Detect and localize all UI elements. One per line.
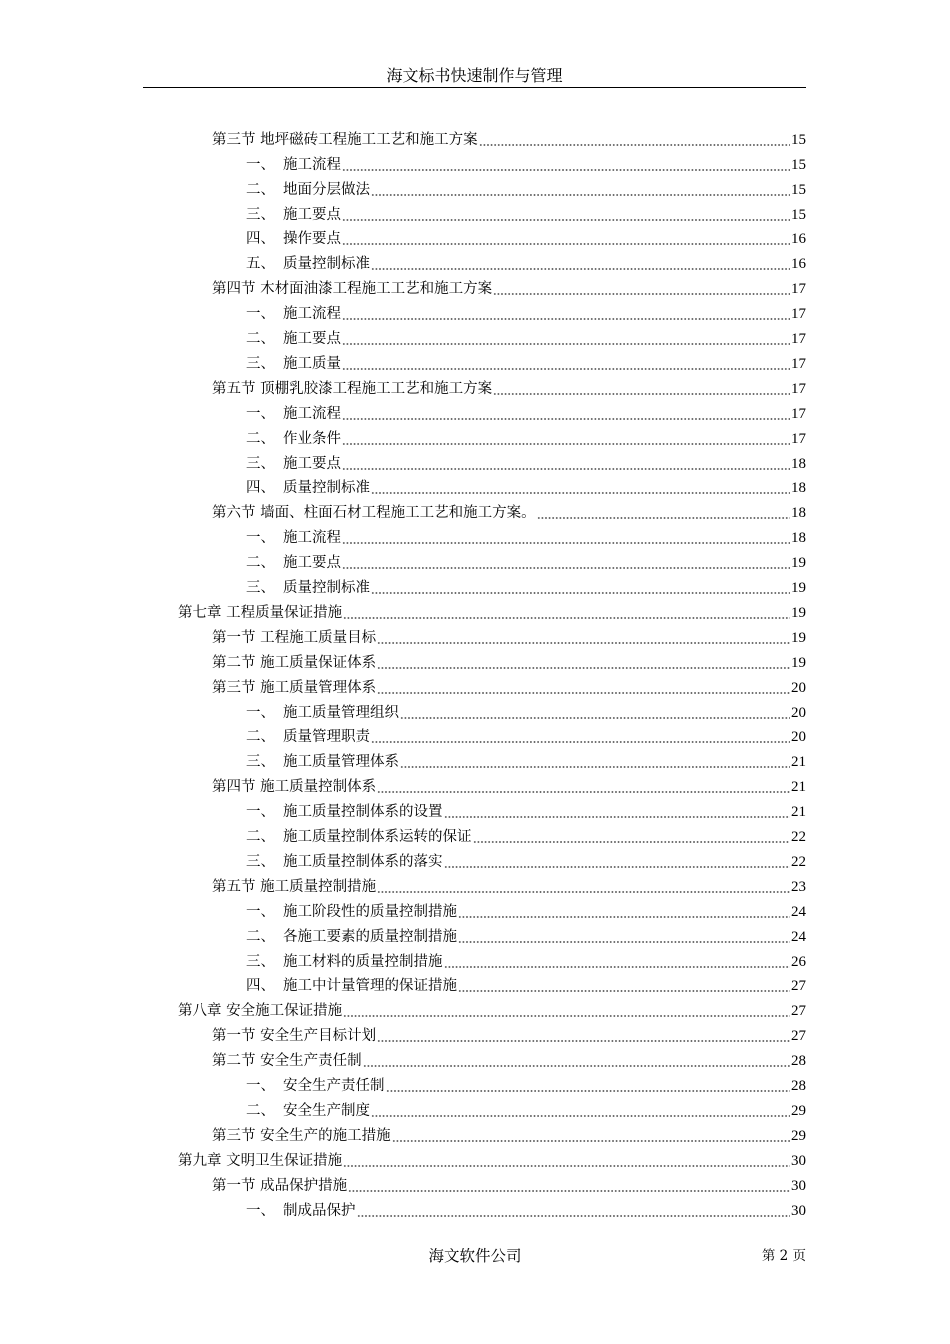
toc-entry-page: 27	[791, 1028, 806, 1045]
toc-entry-text: 施工要点	[283, 555, 341, 572]
toc-entry-page: 18	[791, 455, 806, 472]
toc-entry[interactable]	[246, 747, 806, 772]
toc-entry[interactable]	[246, 946, 806, 971]
toc-entry[interactable]	[246, 821, 806, 846]
footer-company: 海文软件公司	[428, 1247, 522, 1265]
toc-entry-label	[212, 380, 492, 398]
toc-dot-leader	[444, 866, 791, 868]
toc-entry-number: 二、	[246, 555, 275, 572]
toc-entry[interactable]	[246, 174, 806, 199]
toc-entry-label	[178, 604, 342, 622]
toc-dot-leader	[342, 219, 790, 221]
toc-entry-page: 29	[791, 1102, 806, 1119]
toc-entry-label	[246, 181, 370, 199]
toc-entry-number: 二、	[246, 1102, 275, 1119]
toc-dot-leader	[458, 941, 790, 943]
toc-entry-page: 18	[791, 505, 806, 522]
toc-entry[interactable]	[212, 373, 806, 398]
toc-entry-label	[212, 878, 376, 896]
toc-dot-leader	[342, 468, 790, 470]
toc-entry-label	[246, 1077, 385, 1095]
toc-entry-text: 作业条件	[283, 430, 341, 447]
toc-entry-text: 第五节 施工质量控制措施	[212, 878, 377, 895]
toc-entry-number: 二、	[246, 430, 275, 447]
toc-entry-label	[212, 280, 492, 298]
toc-entry-label	[212, 504, 536, 522]
toc-entry-page: 16	[791, 231, 806, 248]
toc-entry-number: 一、	[246, 405, 275, 422]
toc-entry-label	[246, 230, 341, 248]
toc-entry-label	[246, 355, 341, 373]
toc-entry-label	[246, 1202, 356, 1220]
toc-entry-label	[178, 1152, 342, 1170]
toc-entry-label	[246, 305, 341, 323]
toc-entry-text: 安全生产制度	[283, 1102, 370, 1119]
toc-entry-page: 19	[791, 654, 806, 671]
toc-entry-number: 三、	[246, 455, 275, 472]
toc-entry-label	[212, 778, 376, 796]
toc-dot-leader	[377, 692, 790, 694]
toc-entry-text: 第七章 工程质量保证措施	[178, 604, 343, 621]
toc-entry-number: 一、	[246, 903, 275, 920]
toc-entry[interactable]	[246, 199, 806, 224]
toc-entry-text: 第一节 工程施工质量目标	[212, 629, 377, 646]
toc-entry-text: 施工流程	[283, 530, 341, 547]
toc-entry-page: 28	[791, 1078, 806, 1095]
toc-dot-leader	[342, 343, 790, 345]
toc-entry-label	[246, 479, 370, 497]
toc-entry[interactable]	[246, 1195, 806, 1220]
toc-entry-text: 施工要点	[283, 331, 341, 348]
toc-entry-page: 15	[791, 156, 806, 173]
toc-entry-text: 第八章 安全施工保证措施	[178, 1003, 343, 1020]
toc-entry-text: 第三节 安全生产的施工措施	[212, 1127, 391, 1144]
toc-entry-number: 四、	[246, 480, 275, 497]
toc-dot-leader	[342, 169, 790, 171]
toc-entry-text: 第四节 施工质量控制体系	[212, 779, 377, 796]
toc-entry-label	[246, 430, 341, 448]
toc-entry-label	[212, 1177, 347, 1195]
toc-dot-leader	[392, 1140, 790, 1142]
toc-dot-leader	[363, 1065, 790, 1067]
toc-entry-text: 制成品保护	[283, 1202, 356, 1219]
page-header-title: 海文标书快速制作与管理	[386, 66, 563, 85]
toc-entry-text: 第二节 安全生产责任制	[212, 1053, 362, 1070]
toc-entry-label	[212, 1127, 391, 1145]
toc-entry-page: 17	[791, 355, 806, 372]
toc-entry-label	[246, 405, 341, 423]
toc-entry-number: 三、	[246, 206, 275, 223]
toc-entry-label	[246, 579, 370, 597]
toc-entry-page: 17	[791, 405, 806, 422]
toc-dot-leader	[342, 418, 790, 420]
toc-entry-page: 21	[791, 779, 806, 796]
toc-entry-number: 三、	[246, 953, 275, 970]
toc-dot-leader	[357, 1215, 791, 1217]
toc-entry-number: 二、	[246, 729, 275, 746]
toc-entry-number: 三、	[246, 754, 275, 771]
toc-entry-label	[246, 753, 399, 771]
toc-entry-number: 四、	[246, 231, 275, 248]
toc-dot-leader	[444, 966, 791, 968]
toc-entry-page: 15	[791, 181, 806, 198]
toc-entry-text: 施工流程	[283, 156, 341, 173]
toc-entry[interactable]	[178, 1145, 806, 1170]
toc-entry-text: 施工质量控制体系的设置	[283, 804, 443, 821]
toc-entry-label	[246, 928, 457, 946]
toc-entry-label	[246, 455, 341, 473]
toc-dot-leader	[400, 766, 790, 768]
toc-entry-number: 二、	[246, 829, 275, 846]
toc-entry-label	[246, 828, 472, 846]
toc-entry-page: 19	[791, 555, 806, 572]
toc-entry-label	[246, 803, 443, 821]
toc-entry[interactable]	[178, 597, 806, 622]
toc-entry-label	[246, 704, 399, 722]
toc-entry-text: 施工质量	[283, 355, 341, 372]
toc-entry[interactable]	[212, 1045, 806, 1070]
toc-entry[interactable]	[212, 273, 806, 298]
toc-dot-leader	[377, 891, 790, 893]
toc-entry[interactable]	[212, 1170, 806, 1195]
toc-entry[interactable]	[212, 647, 806, 672]
toc-entry-text: 第四节 木材面油漆工程施工工艺和施工方案	[212, 281, 493, 298]
toc-entry-page: 18	[791, 530, 806, 547]
toc-dot-leader	[473, 841, 791, 843]
toc-entry-text: 施工材料的质量控制措施	[283, 953, 443, 970]
toc-entry-label	[246, 728, 370, 746]
toc-entry[interactable]	[246, 796, 806, 821]
toc-entry[interactable]	[246, 473, 806, 498]
toc-entry-text: 施工质量管理体系	[283, 754, 399, 771]
toc-entry-text: 施工质量控制体系运转的保证	[283, 829, 472, 846]
toc-entry[interactable]	[212, 1020, 806, 1045]
toc-dot-leader	[377, 642, 790, 644]
toc-dot-leader	[537, 517, 790, 519]
toc-dot-leader	[371, 492, 790, 494]
toc-entry-page: 17	[791, 306, 806, 323]
toc-entry-label	[246, 529, 341, 547]
toc-entry-page: 16	[791, 256, 806, 273]
toc-dot-leader	[343, 1165, 790, 1167]
toc-entry-page: 20	[791, 679, 806, 696]
toc-entry-text: 第三节 施工质量管理体系	[212, 679, 377, 696]
toc-dot-leader	[400, 717, 790, 719]
toc-entry-text: 施工要点	[283, 206, 341, 223]
toc-entry-page: 19	[791, 629, 806, 646]
toc-entry-label	[246, 255, 370, 273]
toc-entry-text: 质量控制标准	[283, 480, 370, 497]
footer-page-number: 第 2 页	[761, 1248, 806, 1264]
toc-dot-leader	[342, 567, 790, 569]
toc-entry[interactable]	[212, 622, 806, 647]
toc-entry-text: 地面分层做法	[283, 181, 370, 198]
toc-entry[interactable]	[246, 149, 806, 174]
toc-entry[interactable]	[212, 498, 806, 523]
toc-dot-leader	[342, 318, 790, 320]
toc-entry-page: 17	[791, 430, 806, 447]
toc-entry[interactable]	[246, 572, 806, 597]
toc-dot-leader	[371, 194, 790, 196]
toc-dot-leader	[493, 393, 790, 395]
toc-entry-number: 二、	[246, 331, 275, 348]
toc-dot-leader	[371, 741, 790, 743]
toc-dot-leader	[493, 293, 790, 295]
toc-dot-leader	[377, 667, 790, 669]
toc-entry[interactable]	[246, 1095, 806, 1120]
toc-entry[interactable]	[246, 423, 806, 448]
toc-entry[interactable]	[246, 921, 806, 946]
toc-entry[interactable]	[246, 1070, 806, 1095]
toc-entry-label	[178, 1002, 342, 1020]
toc-entry-text: 质量控制标准	[283, 580, 370, 597]
toc-entry-page: 21	[791, 754, 806, 771]
toc-entry[interactable]	[246, 846, 806, 871]
toc-entry-text: 第二节 施工质量保证体系	[212, 654, 377, 671]
toc-entry-label	[246, 554, 341, 572]
toc-entry-page: 30	[791, 1177, 806, 1194]
toc-entry-text: 质量管理职责	[283, 729, 370, 746]
toc-entry[interactable]	[212, 124, 806, 149]
toc-entry-label	[212, 1052, 362, 1070]
toc-entry[interactable]	[246, 722, 806, 747]
toc-entry-page: 30	[791, 1152, 806, 1169]
toc-entry-number: 三、	[246, 853, 275, 870]
toc-entry-page: 17	[791, 281, 806, 298]
toc-entry-page: 15	[791, 206, 806, 223]
toc-entry-label	[246, 853, 443, 871]
toc-entry[interactable]	[246, 896, 806, 921]
toc-entry-page: 22	[791, 829, 806, 846]
toc-entry-label	[246, 977, 457, 995]
toc-entry-page: 15	[791, 131, 806, 148]
toc-entry-page: 30	[791, 1202, 806, 1219]
toc-entry[interactable]	[246, 249, 806, 274]
toc-entry-page: 22	[791, 853, 806, 870]
toc-entry[interactable]	[246, 348, 806, 373]
toc-entry-text: 各施工要素的质量控制措施	[283, 928, 457, 945]
toc-entry-page: 19	[791, 580, 806, 597]
toc-entry-page: 26	[791, 953, 806, 970]
toc-entry-number: 五、	[246, 256, 275, 273]
toc-dot-leader	[343, 1015, 790, 1017]
toc-entry-text: 施工质量控制体系的落实	[283, 853, 443, 870]
toc-entry[interactable]	[246, 697, 806, 722]
toc-entry-number: 二、	[246, 181, 275, 198]
toc-entry-text: 施工流程	[283, 306, 341, 323]
toc-dot-leader	[342, 542, 790, 544]
toc-entry-label	[212, 629, 376, 647]
toc-entry-number: 一、	[246, 156, 275, 173]
header-divider	[143, 87, 806, 88]
toc-entry-number: 一、	[246, 704, 275, 721]
toc-entry-page: 28	[791, 1053, 806, 1070]
toc-entry-text: 施工中计量管理的保证措施	[283, 978, 457, 995]
toc-entry-number: 三、	[246, 355, 275, 372]
toc-entry-number: 三、	[246, 580, 275, 597]
toc-dot-leader	[444, 816, 791, 818]
toc-entry-text: 第六节 墙面、柱面石材工程施工工艺和施工方案。	[212, 505, 536, 522]
toc-dot-leader	[479, 144, 790, 146]
toc-entry-number: 二、	[246, 928, 275, 945]
toc-dot-leader	[371, 592, 790, 594]
toc-dot-leader	[386, 1090, 791, 1092]
toc-dot-leader	[377, 1040, 790, 1042]
toc-entry-page: 20	[791, 729, 806, 746]
toc-entry-text: 第三节 地坪磁砖工程施工工艺和施工方案	[212, 131, 478, 148]
toc-entry[interactable]	[246, 298, 806, 323]
toc-entry[interactable]	[212, 771, 806, 796]
toc-entry-number: 一、	[246, 1202, 275, 1219]
toc-entry-text: 第一节 安全生产目标计划	[212, 1028, 377, 1045]
toc-entry-text: 第九章 文明卫生保证措施	[178, 1152, 343, 1169]
toc-entry-label	[212, 679, 376, 697]
toc-entry-text: 操作要点	[283, 231, 341, 248]
toc-entry-label	[246, 1102, 370, 1120]
toc-entry[interactable]	[212, 672, 806, 697]
toc-entry-label	[246, 953, 443, 971]
toc-dot-leader	[371, 268, 790, 270]
toc-entry[interactable]	[212, 1120, 806, 1145]
toc-entry-number: 一、	[246, 1078, 275, 1095]
toc-entry-page: 24	[791, 928, 806, 945]
toc-entry-page: 23	[791, 878, 806, 895]
toc-entry-page: 21	[791, 804, 806, 821]
toc-entry-text: 施工要点	[283, 455, 341, 472]
toc-entry[interactable]	[246, 522, 806, 547]
toc-entry-label	[246, 206, 341, 224]
toc-entry[interactable]	[246, 323, 806, 348]
toc-entry-page: 29	[791, 1127, 806, 1144]
toc-entry[interactable]	[246, 448, 806, 473]
toc-entry-number: 四、	[246, 978, 275, 995]
toc-entry-page: 17	[791, 331, 806, 348]
toc-entry-number: 一、	[246, 306, 275, 323]
toc-entry-text: 施工阶段性的质量控制措施	[283, 903, 457, 920]
toc-entry-label	[246, 903, 457, 921]
toc-entry-label	[212, 131, 478, 149]
toc-dot-leader	[342, 443, 790, 445]
toc-entry-page: 17	[791, 380, 806, 397]
toc-entry-label	[212, 1027, 376, 1045]
toc-entry[interactable]	[246, 398, 806, 423]
toc-entry-text: 第五节 顶棚乳胶漆工程施工工艺和施工方案	[212, 380, 493, 397]
toc-entry-page: 24	[791, 903, 806, 920]
toc-entry-number: 一、	[246, 530, 275, 547]
toc-entry[interactable]	[246, 547, 806, 572]
toc-entry-page: 27	[791, 978, 806, 995]
toc-entry[interactable]	[212, 871, 806, 896]
toc-dot-leader	[371, 1115, 790, 1117]
toc-entry[interactable]	[246, 224, 806, 249]
toc-entry-page: 20	[791, 704, 806, 721]
toc-dot-leader	[458, 990, 790, 992]
toc-entry-label	[246, 330, 341, 348]
toc-entry-text: 施工质量管理组织	[283, 704, 399, 721]
toc-entry[interactable]	[178, 996, 806, 1021]
toc-entry-text: 第一节 成品保护措施	[212, 1177, 348, 1194]
toc-entry-label	[212, 654, 376, 672]
toc-entry-page: 19	[791, 604, 806, 621]
toc-entry-page: 27	[791, 1003, 806, 1020]
toc-dot-leader	[343, 617, 790, 619]
toc-entry-number: 一、	[246, 804, 275, 821]
toc-entry-text: 安全生产责任制	[283, 1078, 385, 1095]
toc-entry[interactable]	[246, 971, 806, 996]
toc-entry-page: 18	[791, 480, 806, 497]
toc-dot-leader	[342, 368, 790, 370]
toc-dot-leader	[348, 1190, 790, 1192]
toc-dot-leader	[342, 243, 790, 245]
toc-entry-text: 质量控制标准	[283, 256, 370, 273]
toc-dot-leader	[458, 916, 790, 918]
toc-entry-label	[246, 156, 341, 174]
toc-dot-leader	[377, 791, 790, 793]
toc-entry-text: 施工流程	[283, 405, 341, 422]
